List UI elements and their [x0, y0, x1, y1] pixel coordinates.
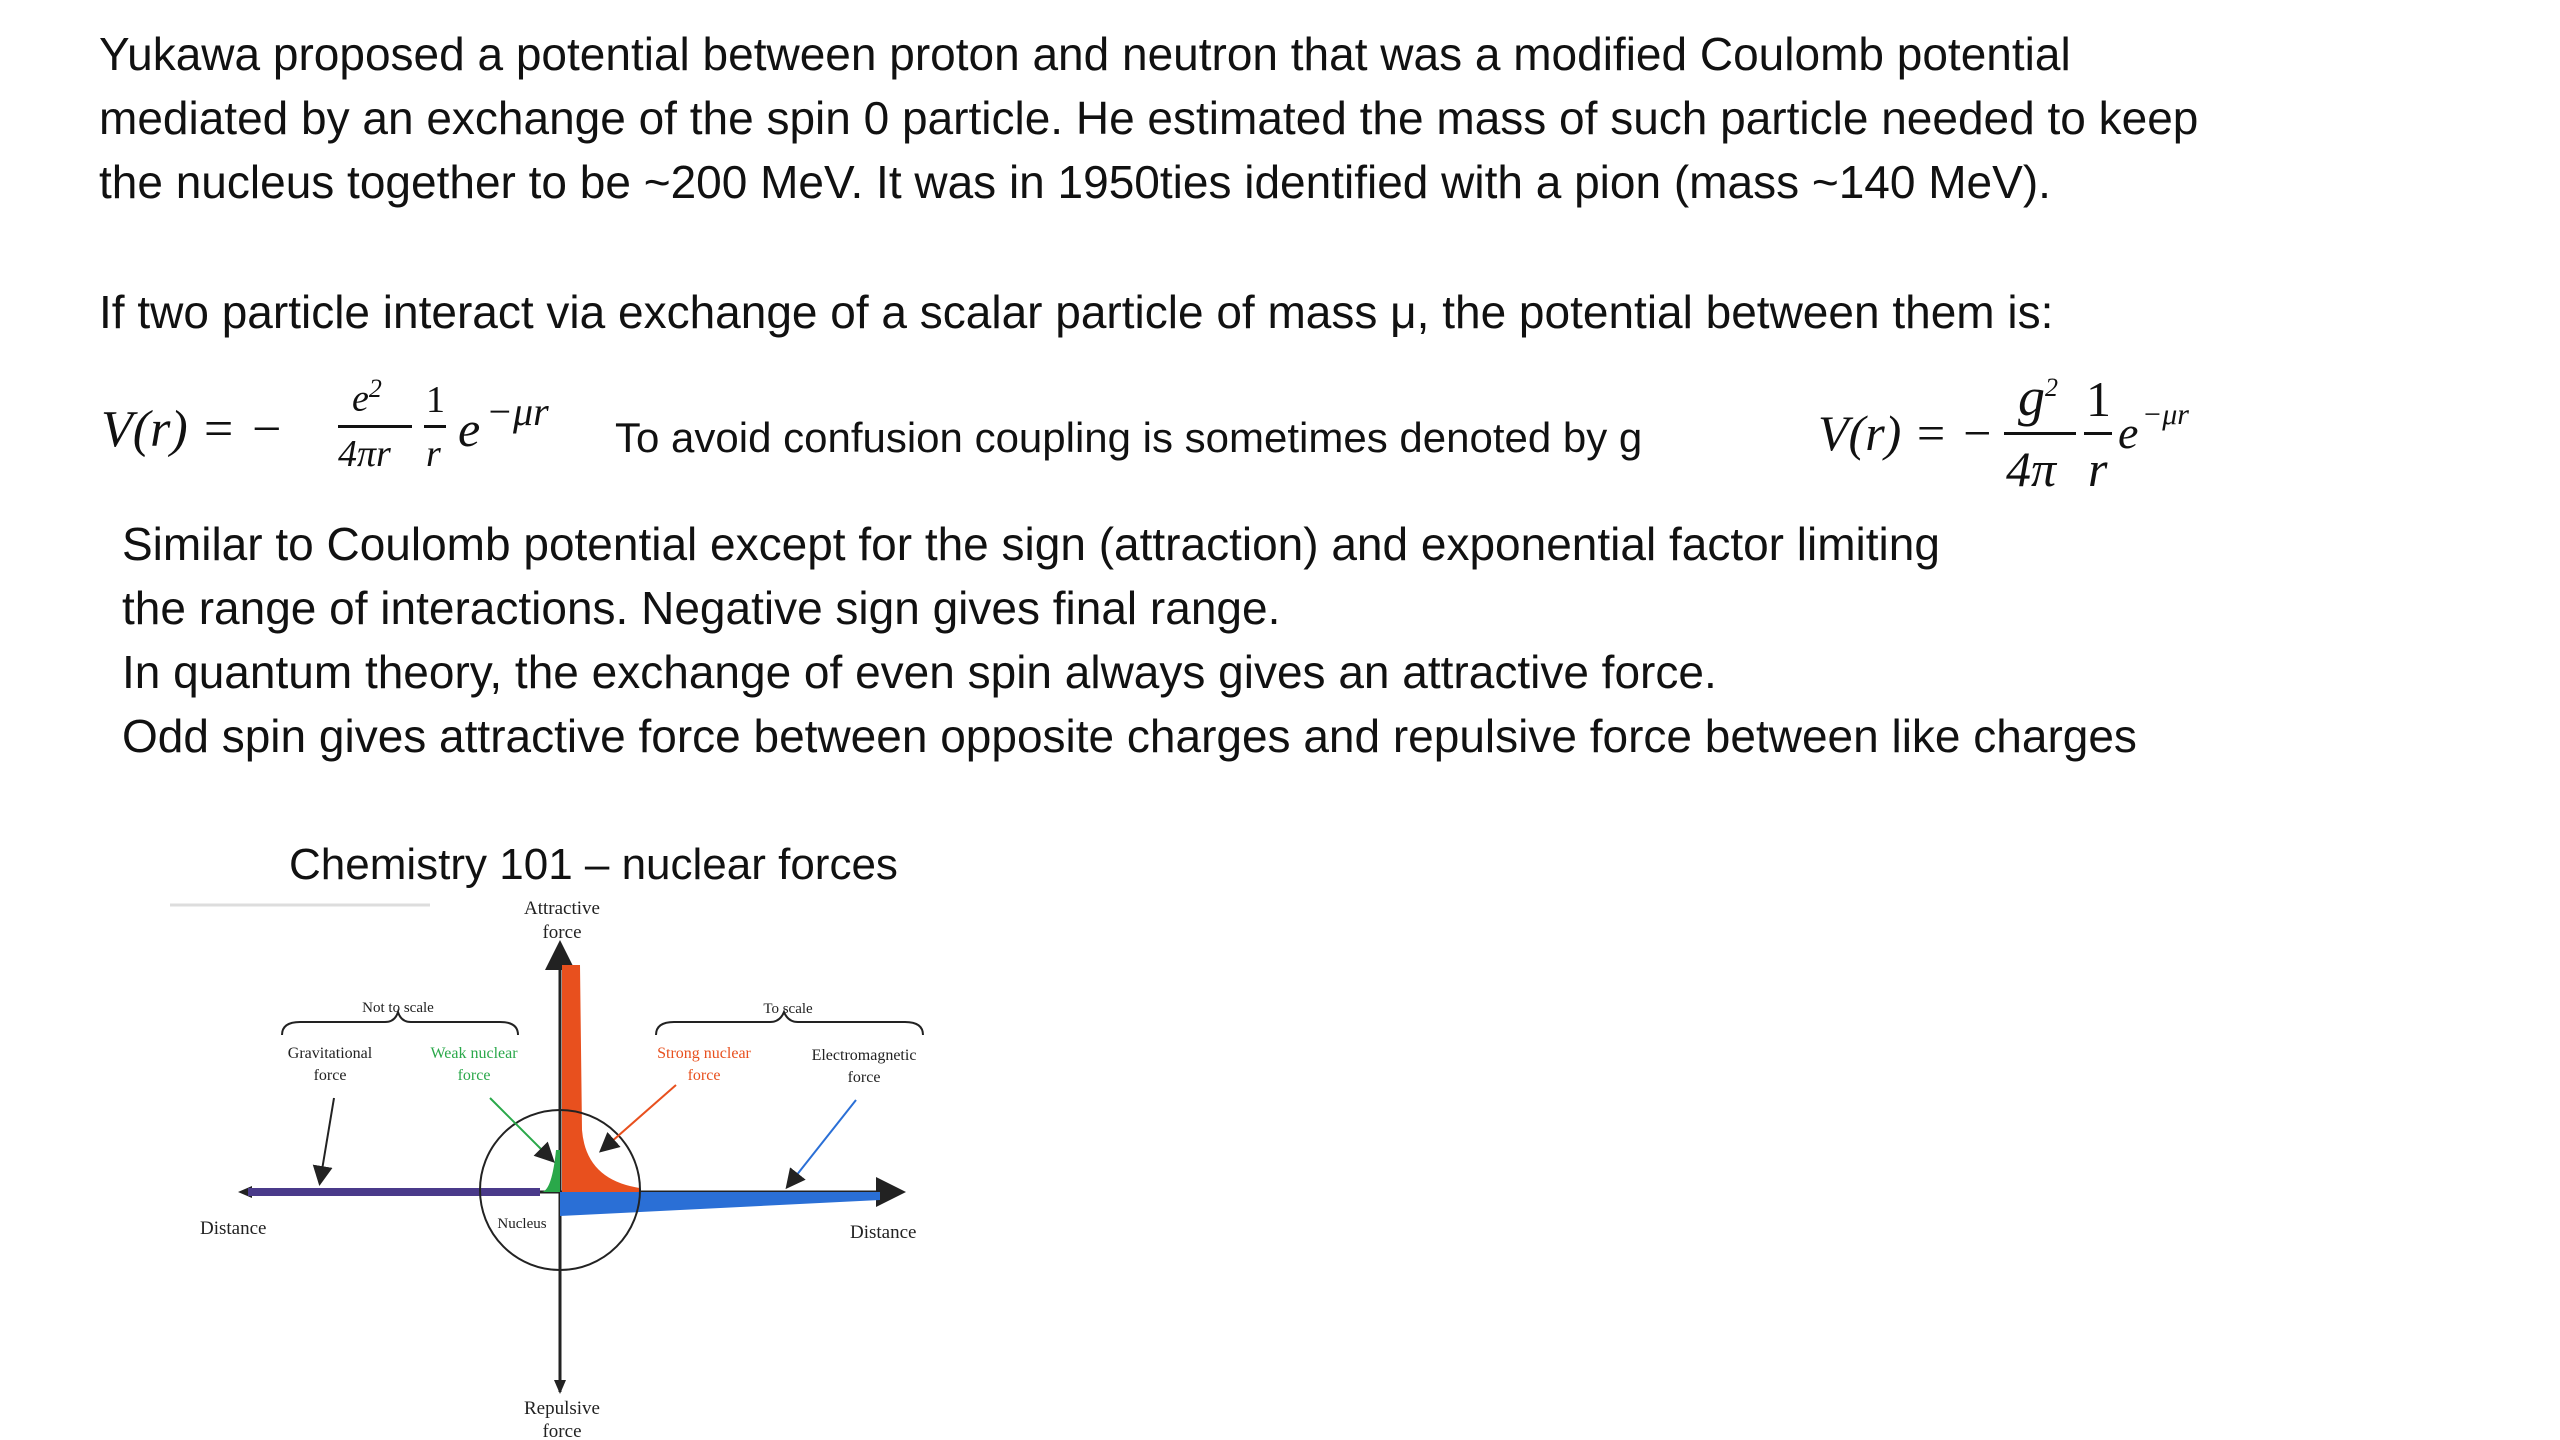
electromagnetic-force-curve	[560, 1192, 880, 1216]
attractive-label-1: Attractive	[524, 898, 600, 919]
eq2-frac2-den: r	[2088, 441, 2108, 497]
explanation-line-3: In quantum theory, the exchange of even spin always gives an attractive force.	[122, 646, 1717, 698]
strong-pointer	[602, 1085, 676, 1150]
repulsive-label-1: Repulsive	[524, 1398, 600, 1419]
eq2-exp-sup: −μr	[2142, 398, 2189, 431]
gravitational-label-2: force	[313, 1067, 347, 1084]
intro-line-3: the nucleus together to be ~200 MeV. It was in 1950ties identified with a pion (mass ~140 MeV).	[99, 156, 2051, 208]
weak-label-2: force	[457, 1067, 491, 1084]
explanation-line-1: Similar to Coulomb potential except for the sign (attraction) and exponential factor limiting	[122, 518, 1940, 570]
em-label-2: force	[847, 1069, 881, 1086]
strong-label-2: force	[687, 1067, 721, 1084]
eq2-exp-base: e	[2118, 407, 2139, 458]
figure-title: Chemistry 101 – nuclear forces	[289, 840, 898, 889]
eq2-denominator: 4π	[2006, 441, 2057, 497]
eq1-frac2-num: 1	[426, 379, 445, 421]
eq1-denominator: 4πr	[338, 433, 391, 475]
weak-nuclear-force-curve	[542, 1150, 560, 1192]
eq1-exp-base: e	[458, 401, 481, 457]
coupling-note: To avoid confusion coupling is sometimes denoted by g	[615, 414, 1643, 461]
condition-text: If two particle interact via exchange of a scalar particle of mass μ, the potential between them is:	[99, 286, 2054, 338]
eq2-numerator: $g^2$	[2018, 367, 2058, 427]
attractive-label-2: force	[542, 922, 582, 943]
distance-right-label: Distance	[850, 1222, 917, 1243]
explanation-line-2: the range of interactions. Negative sign gives final range.	[122, 582, 1281, 634]
gravitational-pointer	[320, 1098, 334, 1182]
gravitational-label-1: Gravitational	[287, 1045, 373, 1062]
intro-line-1: Yukawa proposed a potential between proton and neutron that was a modified Coulomb potential	[99, 28, 2071, 80]
eq1-numerator: $e^2$	[352, 374, 382, 420]
eq1-exp-sup: −μr	[486, 389, 549, 434]
not-to-scale-label: Not to scale	[362, 1000, 434, 1016]
nucleus-label: Nucleus	[497, 1216, 547, 1232]
strong-nuclear-force-curve	[562, 965, 640, 1192]
weak-label-1: Weak nuclear	[430, 1045, 518, 1062]
eq2-lhs: V(r) = −	[1818, 405, 1994, 461]
em-label-1: Electromagnetic	[811, 1047, 917, 1064]
weak-pointer	[490, 1098, 552, 1160]
eq1-frac2-den: r	[426, 433, 441, 475]
vertical-axis-down-arrow	[554, 1380, 566, 1394]
intro-line-2: mediated by an exchange of the spin 0 particle. He estimated the mass of such particle needed to keep	[99, 92, 2199, 144]
explanation-line-4: Odd spin gives attractive force between opposite charges and repulsive force between like charges	[122, 710, 2137, 762]
eq1-lhs: V(r) = −	[101, 401, 284, 458]
strong-label-1: Strong nuclear	[657, 1045, 751, 1062]
distance-left-label: Distance	[200, 1218, 267, 1239]
em-pointer	[788, 1100, 856, 1186]
eq2-frac2-num: 1	[2086, 371, 2111, 427]
to-scale-label: To scale	[763, 1001, 813, 1017]
repulsive-label-2: force	[542, 1421, 582, 1440]
